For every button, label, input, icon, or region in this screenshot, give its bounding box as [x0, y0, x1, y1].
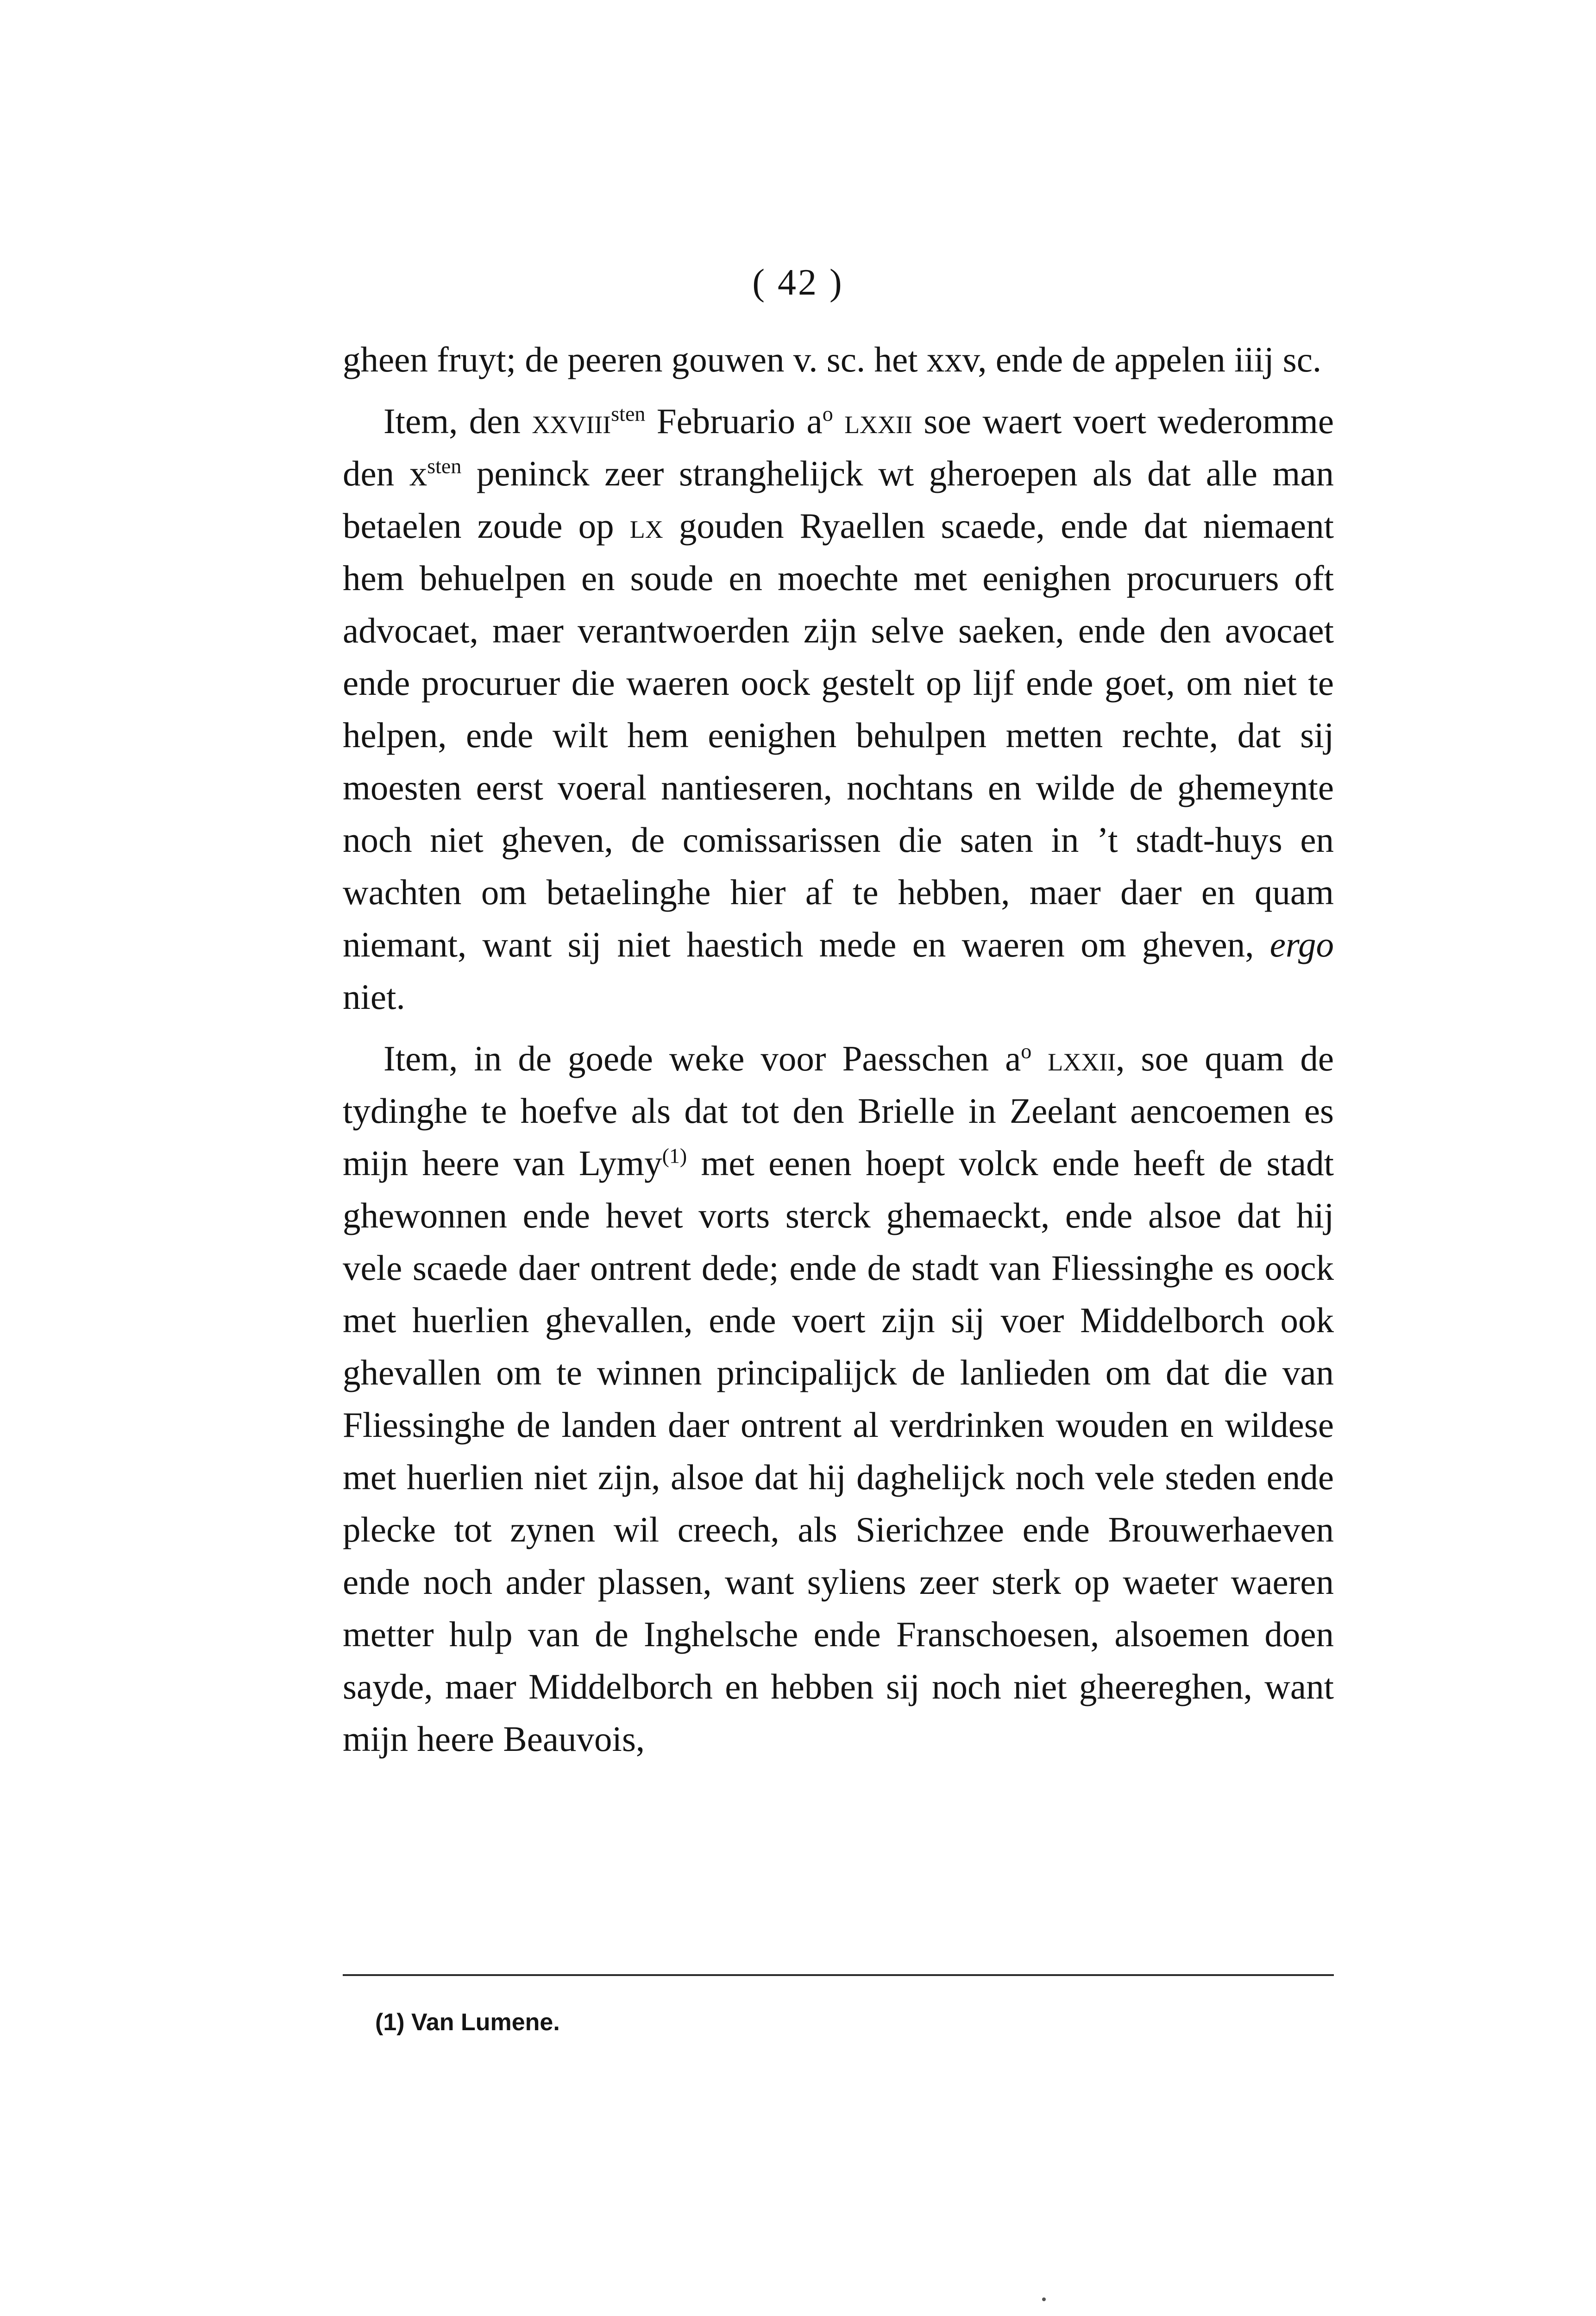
footnote-reference: (1): [662, 1144, 687, 1168]
p3-text-a: Item, in de goede weke voor Paesschen a: [383, 1038, 1021, 1078]
p3-superscript-anno: o: [1021, 1039, 1032, 1063]
p3-roman-year: lxxii: [1031, 1038, 1116, 1078]
p2-superscript-tenth: sten: [427, 454, 462, 478]
p2-italic-ergo: ergo: [1269, 925, 1334, 964]
p2-superscript-ordinal: sten: [611, 402, 646, 426]
stray-dot-mark: [1042, 2297, 1046, 2301]
p2-superscript-anno: o: [822, 402, 833, 426]
p2-roman-amount: lx: [629, 506, 663, 546]
page-number: ( 42 ): [752, 262, 844, 303]
paragraph-1-text: gheen fruyt; de peeren gouwen v. sc. het xxv, ende de appelen iiij sc.: [343, 340, 1322, 379]
p2-roman-date: xxviii: [532, 401, 611, 441]
paragraph-3: [343, 1032, 1334, 1765]
paragraph-1: [343, 334, 1334, 386]
p2-text-f: gouden Ryaellen scaede, ende dat niemaent hem behuelpen en soude en moechte met eenighen procuruers oft advocaet, maer verantwoerden zijn selve saeken, ende den avocaet ende procuruer die waeren oock gestelt op lijf ende goet, om niet te helpen, ende wilt hem eenighen behulpen metten rechte, dat sij moesten eerst voeral nantieseren, nochtans en wilde de ghemeynte noch niet gheven, de comissarissen die saten in ’t stadt-huys en wachten om betaelinghe hier af te hebben, maer daer en quam niemant, want sij niet haestich mede en waeren om gheven,: [343, 506, 1334, 964]
p2-text-b: Februario a: [645, 401, 823, 441]
footnote-divider: [343, 1974, 1334, 1976]
p2-roman-year: lxxii: [833, 401, 913, 441]
paragraph-2: [343, 395, 1334, 1023]
p2-text-g: niet.: [343, 977, 405, 1017]
p2-text-e: peninck zeer stranghelijck wt gheroepen als dat alle man betaelen zoude op: [343, 453, 1334, 546]
p2-text-a: Item, den: [383, 401, 532, 441]
body-text: [343, 334, 1334, 1775]
p3-text-c: , soe quam de tydinghe te hoefve als dat tot den Brielle in Zeelant aencoemen es mijn heere van Lymy: [343, 1038, 1334, 1183]
p3-text-d: met eenen hoept volck ende heeft de stadt ghewonnen ende hevet vorts sterck ghemaeckt, ende alsoe dat hij vele scaede daer ontrent dede; ende de stadt van Fliessinghe es oock met huerlien ghevallen, ende voert zijn sij voer Middelborch ook ghevallen om te winnen principalijck de lanlieden om dat die van Fliessinghe de landen daer ontrent al verdrinken wouden en wildese met huerlien niet zijn, alsoe dat hij daghelijck noch vele steden ende plecke tot zynen wil creech, als Sierichzee ende Brouwerhaeven ende noch ander plassen, want syliens zeer sterk op waeter waeren metter hulp van de Inghelsche ende Franschoesen, alsoemen doen sayde, maer Middelborch en hebben sij noch niet gheereghen, want mijn heere Beauvois,: [343, 1143, 1334, 1759]
p2-text-d: soe waert voert wederomme den x: [343, 401, 1334, 493]
footnote: (1) Van Lumene.: [375, 2009, 560, 2036]
